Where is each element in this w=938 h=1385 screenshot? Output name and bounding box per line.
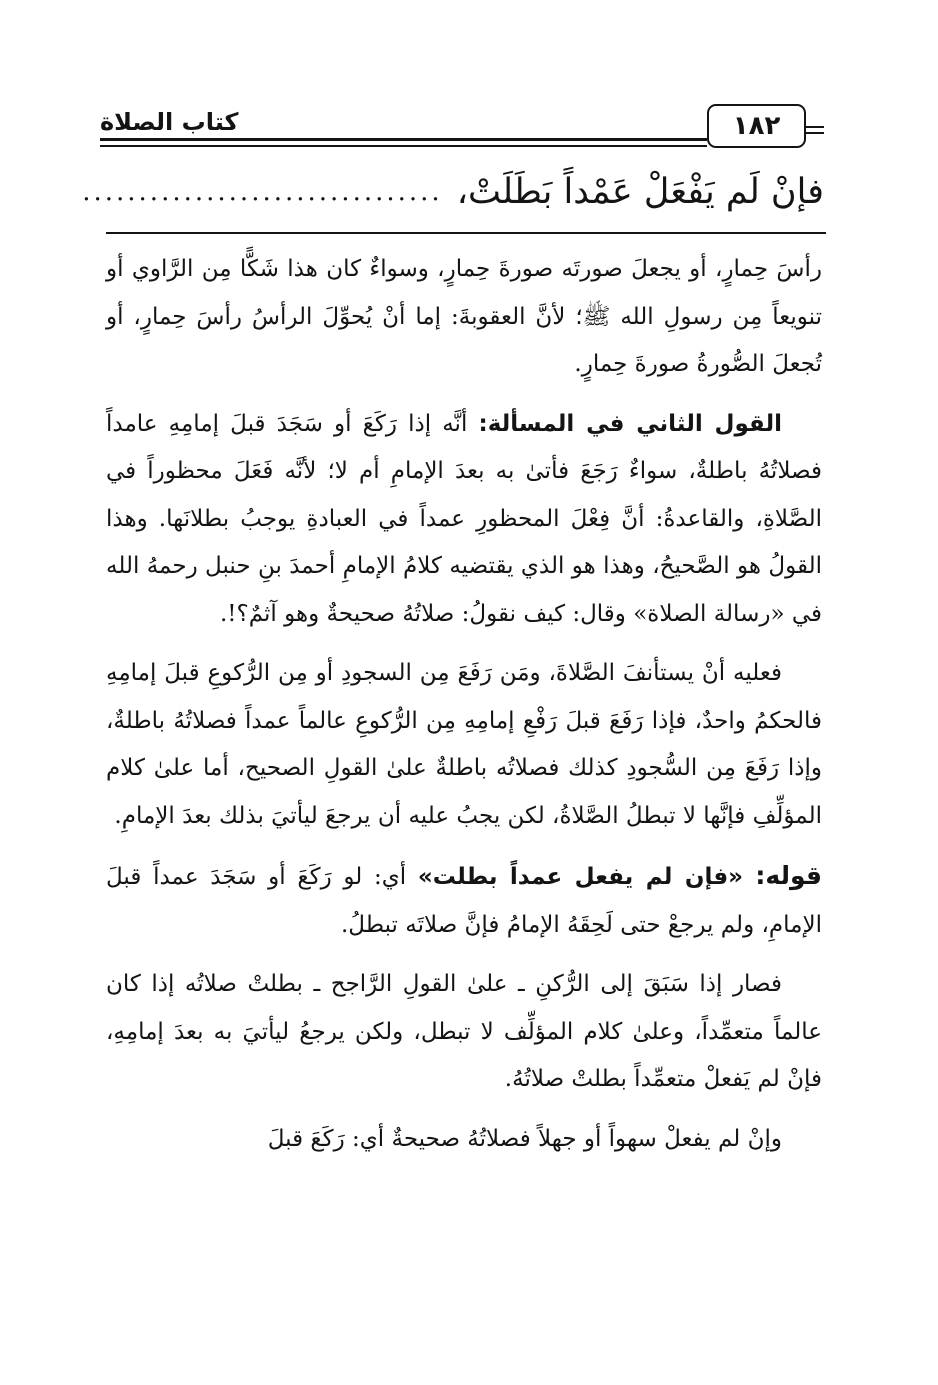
- paragraph-2: [106, 401, 822, 639]
- paragraph-1: رأسَ حِمارٍ، أو يجعلَ صورتَه صورةَ حِمارٍ، وسواءٌ كان هذا شَكًّا مِن الرَّاوي أو تنويعاً مِن رسولِ الله ﷺ؛ لأنَّ العقوبةَ: إما أنْ يُحوِّلَ الرأسُ رأسَ حِمارٍ، أو تُجعلَ الصُّورةُ صورةَ حِمارٍ.: [106, 256, 822, 377]
- qawluh-label: قوله:: [755, 861, 823, 890]
- matn-separator: [106, 232, 826, 234]
- matn-text: فإنْ لَم يَفْعَلْ عَمْداً بَطَلَتْ،: [456, 172, 824, 212]
- paragraph-3: فعليه أنْ يستأنفَ الصَّلاةَ، ومَن رَفَعَ مِن السجودِ أو مِن الرُّكوعِ قبلَ إمامِهِ فالحكمُ واحدٌ، فإذا رَفَعَ قبلَ رَفْعِ إمامِهِ مِن الرُّكوعِ عالماً عمداً فصلاتُهُ باطلةٌ، وإذا رَفَعَ مِن السُّجودِ كذلك فصلاتُه باطلةٌ علىٰ القولِ الصحيح، أما علىٰ كلام المؤلِّفِ فإنَّها لا تبطلُ الصَّلاةُ، لكن يجبُ عليه أن يرجعَ ليأتيَ بذلك بعدَ الإمامِ.: [106, 660, 822, 829]
- paragraph-4: [106, 852, 822, 949]
- paragraph-4-text: أي: لو رَكَعَ أو سَجَدَ عمداً قبلَ الإمامِ، ولم يرجعْ حتى لَحِقَهُ الإمامُ فإنَّ صلاتَه تبطلُ.: [106, 864, 822, 938]
- paragraph-6: وإنْ لم يفعلْ سهواً أو جهلاً فصلاتُهُ صحيحةٌ أي: رَكَعَ قبلَ: [267, 1125, 782, 1152]
- matn-quote: «فإن لم يفعل عمداً بطلت»: [417, 864, 756, 890]
- page-header: [100, 104, 824, 156]
- running-title: كتاب الصلاة: [100, 108, 239, 136]
- header-rule-thin: [100, 145, 707, 147]
- header-rule-right-bottom: [806, 132, 824, 134]
- matn-line: [82, 162, 824, 222]
- commentary-body: [106, 246, 822, 1163]
- header-rule-thick: [100, 138, 707, 141]
- paragraph-2-text: أنَّه إذا رَكَعَ أو سَجَدَ قبلَ إمامِهِ عامداً فصلاتُهُ باطلةٌ، سواءٌ رَجَعَ فأتىٰ به بعدَ الإمامِ أم لا؛ لأنَّه فَعَلَ محظوراً في الصَّلاةِ، والقاعدةُ: أنَّ فِعْلَ المحظورِ عمداً في العبادةِ يوجبُ بطلانَها. وهذا القولُ هو الصَّحيحُ، وهذا هو الذي يقتضيه كلامُ الإمامِ أحمدَ بنِ حنبل رحمهُ الله في «رسالة الصلاة» وقال: كيف نقولُ: صلاتُهُ صحيحةٌ وهو آثمٌ؟!.: [106, 410, 822, 627]
- matn-dots: ................................: [82, 177, 443, 207]
- header-rule-right-top: [806, 126, 824, 128]
- page-number: ١٨٢: [707, 104, 806, 148]
- paragraph-2-heading: القول الثاني في المسألة:: [478, 410, 783, 437]
- paragraph-5: فصار إذا سَبَقَ إلى الرُّكنِ ـ علىٰ القولِ الرَّاجح ـ بطلتْ صلاتُه إذا كان عالماً متعمِّداً، وعلىٰ كلام المؤلِّف لا تبطل، ولكن يرجعُ ليأتيَ به بعدَ إمامِهِ، فإنْ لم يَفعلْ متعمِّداً بطلتْ صلاتُهُ.: [106, 971, 822, 1092]
